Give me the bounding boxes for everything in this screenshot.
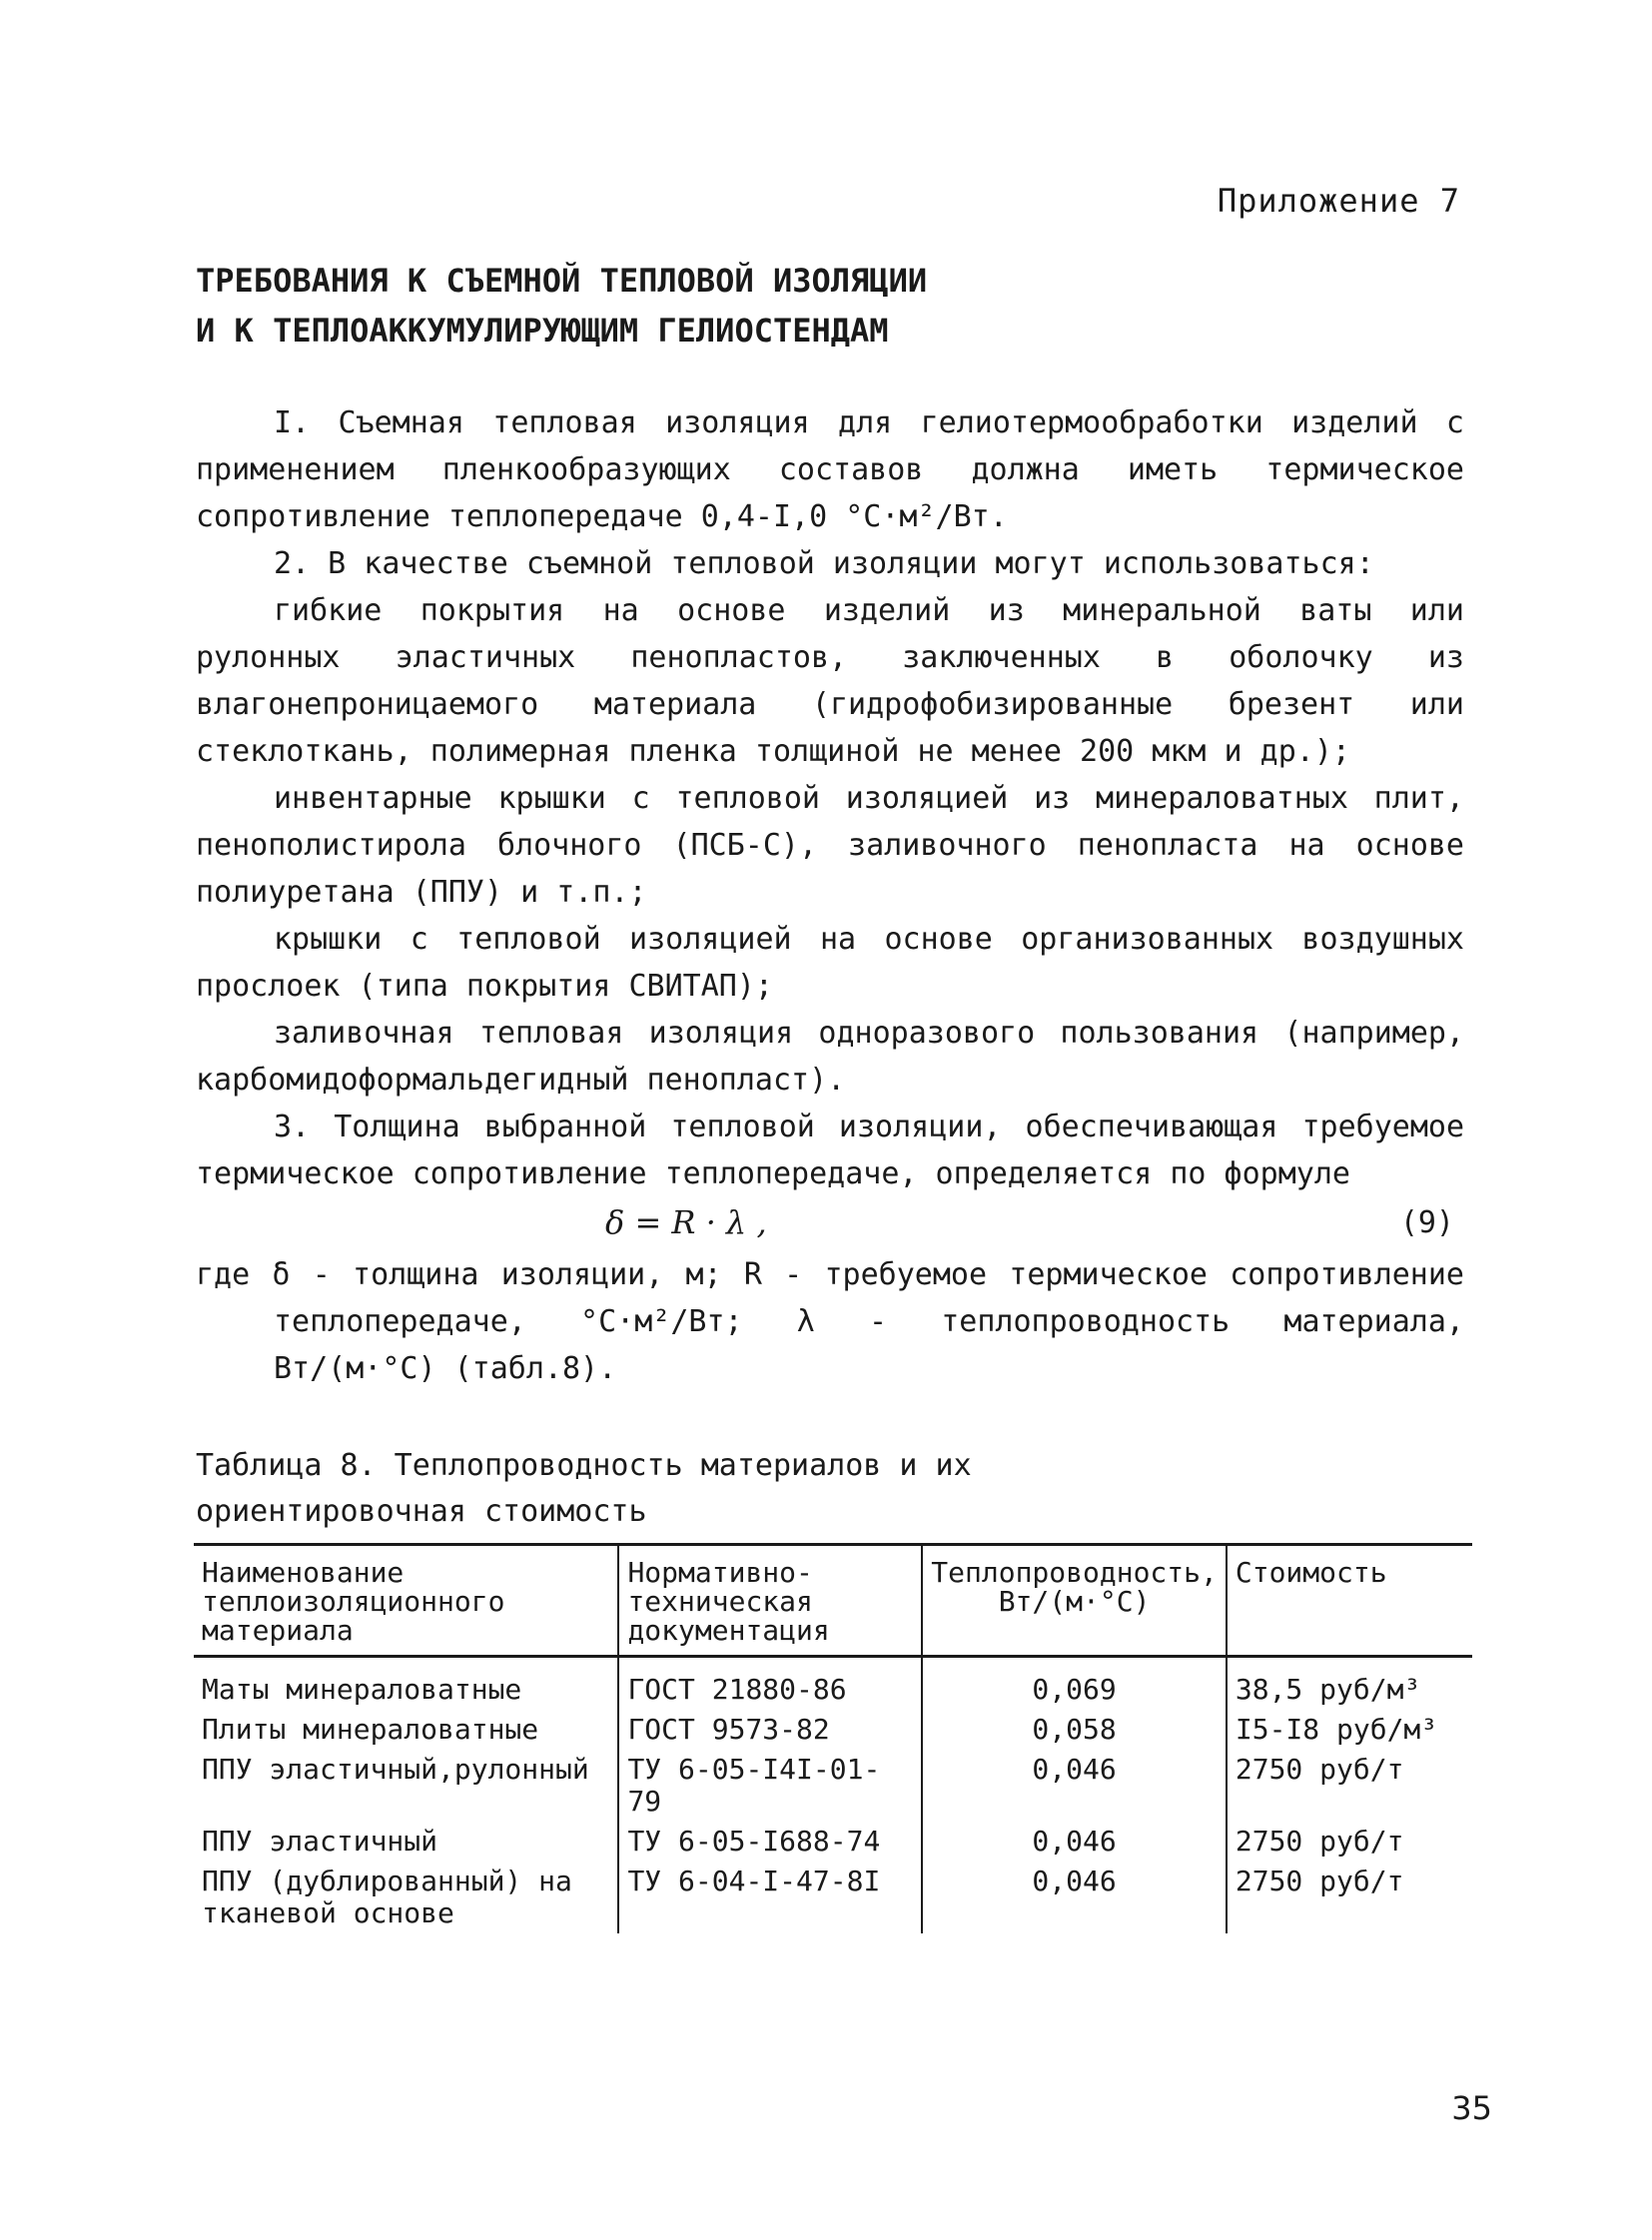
paragraph-2: 2. В качестве съемной тепловой изоляции могут использоваться: (274, 546, 1374, 581)
table-row (194, 1822, 1472, 1862)
heading-line-1: ТРЕБОВАНИЯ К СЪЕМНОЙ ТЕПЛОВОЙ ИЗОЛЯЦИИ (196, 262, 928, 300)
cell-documentation: ТУ 6-04-I-47-8I (618, 1862, 922, 1933)
cell-material: Плиты минераловатные (202, 1713, 539, 1746)
cell-cost: 2750 руб/т (1227, 1862, 1472, 1933)
cell-documentation: ГОСТ 9573-82 (618, 1710, 922, 1750)
cell-conductivity: 0,069 (922, 1657, 1227, 1711)
cell-material: ППУ эластичный,рулонный (202, 1753, 589, 1786)
header-conductivity: Теплопроводность, Вт/(м·°С) (922, 1545, 1227, 1657)
cell-conductivity: 0,046 (922, 1750, 1227, 1822)
table-row (194, 1750, 1472, 1822)
cell-documentation: ТУ 6-05-I688-74 (618, 1822, 922, 1862)
cell-documentation: ГОСТ 21880-86 (618, 1657, 922, 1711)
page-number: 35 (1451, 2089, 1492, 2127)
cell-conductivity: 0,058 (922, 1710, 1227, 1750)
paragraph-4: инвентарные крышки с тепловой изоляцией из минераловатных плит, пенополистирола блочного (ПСБ-С), заливочного пенопласта на основе полиуретана (ППУ) и т.п.; (196, 781, 1464, 910)
cell-cost: I5-I8 руб/м³ (1227, 1710, 1472, 1750)
table-header-row (194, 1545, 1472, 1657)
section-heading (196, 256, 927, 356)
paragraph-where: где δ - толщина изоляции, м; R - требуемое термическое сопротивление теплопередаче, °С·м²/Вт; λ - теплопроводность материала, Вт/(м·°С) (табл.8). (196, 1257, 1464, 1386)
table-caption-line-1: Таблица 8. Теплопроводность материалов и их (196, 1448, 972, 1483)
cell-documentation: ТУ 6-05-I4I-01-79 (618, 1750, 922, 1822)
cell-conductivity: 0,046 (922, 1822, 1227, 1862)
cell-material: ППУ (дублированный) на тканевой основе (202, 1865, 572, 1929)
table-row (194, 1862, 1472, 1933)
formula-number: (9) (1399, 1205, 1454, 1240)
table-caption (196, 1443, 1294, 1535)
formula-line (196, 1199, 1464, 1249)
cell-conductivity: 0,046 (922, 1862, 1227, 1933)
materials-table (194, 1543, 1472, 1933)
appendix-label: Приложение 7 (1217, 182, 1460, 220)
table-row (194, 1710, 1472, 1750)
paragraph-5: крышки с тепловой изоляцией на основе организованных воздушных прослоек (типа покрытия СВИТАП); (196, 922, 1464, 1004)
paragraph-1: I. Съемная тепловая изоляция для гелиотермообработки изделий с применением пленкообразующих составов должна иметь термическое сопротивление теплопередаче 0,4-I,0 °С·м²/Вт. (196, 405, 1464, 534)
cell-cost: 2750 руб/т (1227, 1822, 1472, 1862)
paragraph-6: заливочная тепловая изоляция одноразового пользования (например, карбомидоформальдегидный пенопласт). (196, 1016, 1464, 1098)
body-text (196, 399, 1464, 1392)
table-row (194, 1657, 1472, 1711)
formula: δ = R · λ , (605, 1203, 767, 1241)
table-caption-line-2: ориентировочная стоимость (196, 1494, 647, 1529)
cell-material: Маты минераловатные (202, 1673, 522, 1706)
heading-line-2: И К ТЕПЛОАККУМУЛИРУЮЩИМ ГЕЛИОСТЕНДАМ (196, 312, 889, 350)
header-documentation: Нормативно-техническая документация (618, 1545, 922, 1657)
paragraph-3: гибкие покрытия на основе изделий из минеральной ваты или рулонных эластичных пенопластов, заключенных в оболочку из влагонепроницаемого материала (гидрофобизированные брезент или стеклоткань, полимерная пленка толщиной не менее 200 мкм и др.); (196, 593, 1464, 769)
cell-material: ППУ эластичный (202, 1825, 438, 1858)
paragraph-7: 3. Толщина выбранной тепловой изоляции, обеспечивающая требуемое термическое сопротивление теплопередаче, определяется по формуле (196, 1110, 1464, 1191)
header-cost: Стоимость (1227, 1545, 1472, 1657)
cell-cost: 38,5 руб/м³ (1227, 1657, 1472, 1711)
header-material: Наименование теплоизоляционного материала (194, 1545, 618, 1657)
cell-cost: 2750 руб/т (1227, 1750, 1472, 1822)
